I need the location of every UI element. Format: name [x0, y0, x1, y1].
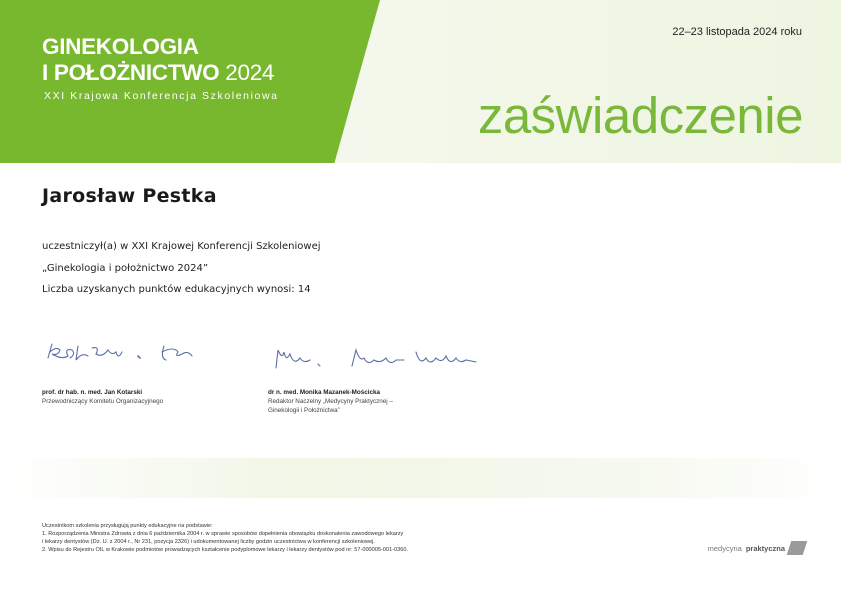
signature-mazanek-moscicka: [270, 344, 485, 374]
signature-kotarski: [42, 338, 202, 370]
conference-year: 2024: [225, 60, 275, 85]
participant-name: Jarosław Pestka: [42, 185, 217, 207]
logo-text-bold: praktyczna: [745, 543, 785, 553]
conference-title: [42, 34, 274, 86]
participation-line: uczestniczył(a) w XXI Krajowej Konferencji Szkoleniowej: [42, 241, 321, 252]
legal-notes: [42, 522, 408, 554]
signatory2-role: [268, 397, 393, 415]
conference-name-line: „Ginekologia i położnictwo 2024”: [42, 263, 208, 274]
conference-title-line2: I POŁOŻNICTWO: [42, 60, 220, 85]
signatory2-role-line2: Ginekologii i Położnictwa”: [268, 407, 340, 414]
logo-mark-icon: [787, 541, 808, 555]
legal-note: i lekarzy dentystów (Dz. U. z 2004 r., Nr 231, pozycja 2326) i udokumentowanej liczby godzin uczestnictwa w konferencji szkoleniowej.: [42, 539, 375, 545]
conference-title-line1: GINEKOLOGIA: [42, 34, 199, 59]
signatory1-name: prof. dr hab. n. med. Jan Kotarski: [42, 389, 143, 396]
conference-date: 22–23 listopada 2024 roku: [672, 26, 802, 38]
legal-note: 2. Wpisu do Rejestru OIL w Krakowie podmiotów prowadzących kształcenie podyplomowe lekarzy i lekarzy dentystów pod nr: 57-000005-001-0360.: [42, 547, 409, 553]
logo-text-regular: medycyna: [707, 543, 742, 553]
footer-band: [0, 458, 841, 498]
legal-note: 1. Rozporządzenia Ministra Zdrowia z dnia 6 października 2004 r. w sprawie sposobów dopełnienia obowiązku doskonalenia zawodowego lekarzy: [42, 531, 404, 537]
document-title: zaświadczenie: [477, 87, 803, 144]
signatory2-name: dr n. med. Monika Mazanek-Mościcka: [268, 389, 380, 396]
publisher-logo: [708, 541, 805, 555]
legal-note: Uczestnikom szkolenia przysługują punkty edukacyjne na podstawie:: [42, 523, 213, 529]
signatory2-role-line1: Redaktor Naczelny „Medycyny Praktycznej –: [268, 398, 393, 405]
conference-subtitle: XXI Krajowa Konferencja Szkoleniowa: [44, 90, 279, 102]
signatory1-role: Przewodniczący Komitetu Organizacyjnego: [42, 398, 164, 405]
points-line: Liczba uzyskanych punktów edukacyjnych wynosi: 14: [42, 284, 311, 295]
